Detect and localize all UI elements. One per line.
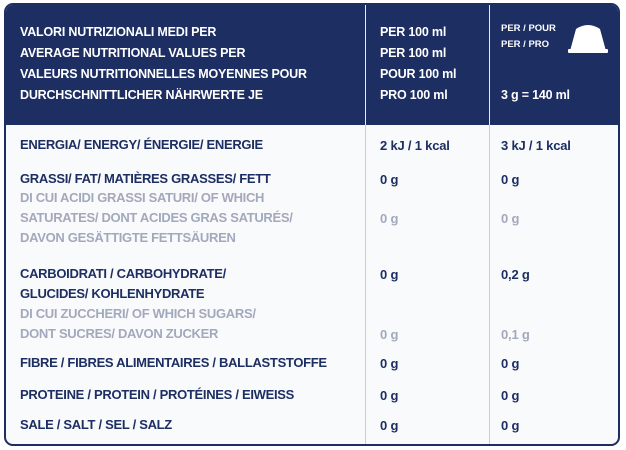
label-line: GLUCIDES/ KOHLENHYDRATE <box>20 286 205 301</box>
salt-per-portion: 0 g <box>501 418 520 433</box>
column-divider-2 <box>489 125 490 446</box>
header-title-line: AVERAGE NUTRITIONAL VALUES PER <box>20 46 246 60</box>
row-label-fibre <box>20 353 327 373</box>
header-title-line: VALORI NUTRIZIONALI MEDI PER <box>20 25 217 39</box>
label-line: CARBOIDRATI / CARBOHYDRATE/ <box>20 266 226 281</box>
table-header <box>6 5 618 125</box>
label-line: DONT SUCRES/ DAVON ZUCKER <box>20 326 219 341</box>
row-label-salt <box>20 415 172 435</box>
energy-per-portion: 3 kJ / 1 kcal <box>501 138 571 153</box>
protein-per-portion: 0 g <box>501 388 520 403</box>
header-per100-line: PER 100 ml <box>380 25 447 39</box>
row-label-sugars <box>20 304 256 344</box>
label-line: SATURATES/ DONT ACIDES GRAS SATURÉS/ <box>20 210 293 225</box>
portion-value: 3 g = 140 ml <box>501 88 570 102</box>
label-line: FIBRE / FIBRES ALIMENTAIRES / BALLASTSTOFFE <box>20 355 327 370</box>
fibre-per100: 0 g <box>380 356 399 371</box>
saturates-per100: 0 g <box>380 211 399 226</box>
protein-per100: 0 g <box>380 388 399 403</box>
label-line: ENERGIA/ ENERGY/ ÉNERGIE/ ENERGIE <box>20 137 263 152</box>
saturates-per-portion: 0 g <box>501 211 520 226</box>
carbohydrate-per100: 0 g <box>380 267 399 282</box>
label-line: DI CUI ACIDI GRASSI SATURI/ OF WHICH <box>20 190 265 205</box>
fat-per-portion: 0 g <box>501 172 520 187</box>
label-line: DI CUI ZUCCHERI/ OF WHICH SUGARS/ <box>20 306 256 321</box>
sugars-per100: 0 g <box>380 327 399 342</box>
header-title <box>20 22 307 106</box>
label-line: PROTEINE / PROTEIN / PROTÉINES / EIWEISS <box>20 387 295 402</box>
row-label-protein <box>20 385 294 405</box>
header-per100-line: PRO 100 ml <box>380 88 448 102</box>
header-per100-line: PER 100 ml <box>380 46 447 60</box>
row-label-fat <box>20 169 270 189</box>
energy-per100: 2 kJ / 1 kcal <box>380 138 450 153</box>
carbohydrate-per-portion: 0,2 g <box>501 267 530 282</box>
capsule-icon <box>566 23 610 53</box>
nutrition-table <box>4 3 620 446</box>
row-label-energy <box>20 135 263 155</box>
fibre-per-portion: 0 g <box>501 356 520 371</box>
label-line: SALE / SALT / SEL / SALZ <box>20 417 172 432</box>
column-divider-1 <box>365 125 366 446</box>
label-line: GRASSI/ FAT/ MATIÈRES GRASSES/ FETT <box>20 171 271 186</box>
header-per100 <box>380 22 456 106</box>
header-divider-1 <box>365 5 366 125</box>
row-label-carbohydrate <box>20 264 226 304</box>
portion-label-1: PER / POUR <box>501 23 556 34</box>
portion-label-2: PER / PRO <box>501 39 550 50</box>
header-divider-2 <box>489 5 490 125</box>
label-line: DAVON GESÄTTIGTE FETTSÄUREN <box>20 230 236 245</box>
salt-per100: 0 g <box>380 418 399 433</box>
fat-per100: 0 g <box>380 172 399 187</box>
header-title-line: DURCHSCHNITTLICHER NÄHRWERTE JE <box>20 88 263 102</box>
header-per100-line: POUR 100 ml <box>380 67 457 81</box>
header-title-line: VALEURS NUTRITIONNELLES MOYENNES POUR <box>20 67 307 81</box>
sugars-per-portion: 0,1 g <box>501 327 530 342</box>
row-label-saturates <box>20 188 293 248</box>
